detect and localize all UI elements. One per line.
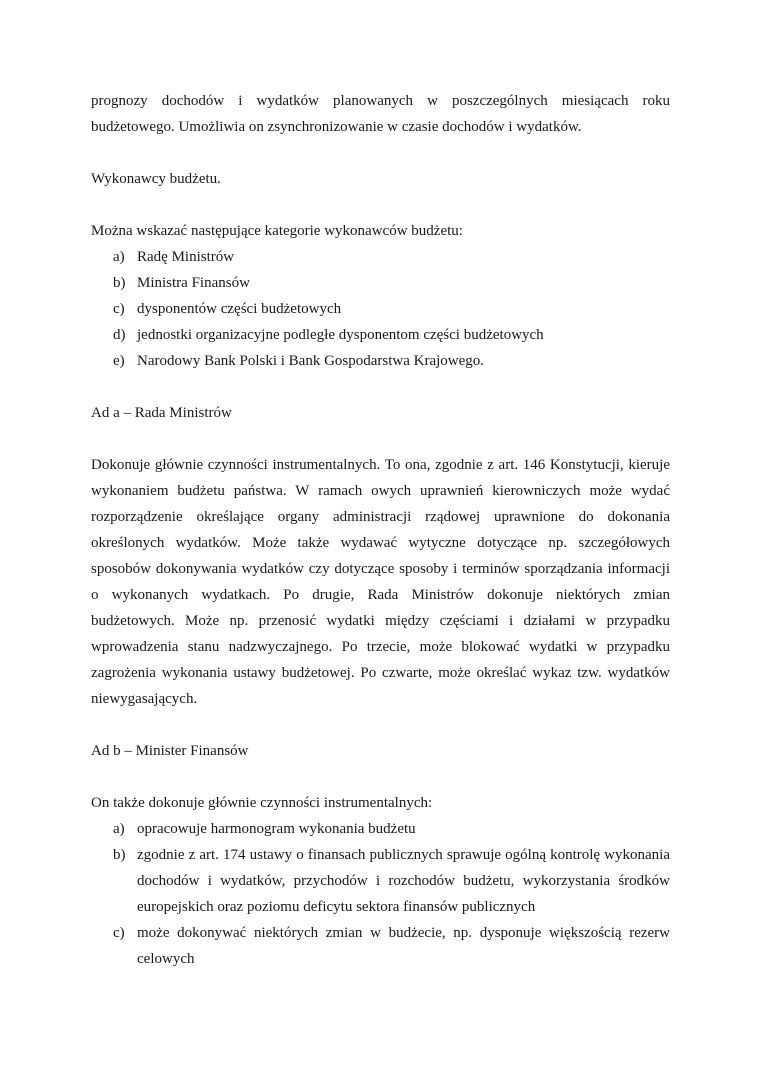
list-marker: a) [113,249,125,265]
list-item-text: zgodnie z art. 174 ustawy o finansach publicznych sprawuje ogólną kontrolę wykonania dochodów i wydatków, przychodów i rozchodów budżetu, wykorzystania środków europejskich oraz poziomu deficytu sektora finansów publicznych [137,847,670,915]
list-item-text: Radę Ministrów [137,249,235,265]
list-item-text: może dokonywać niektórych zmian w budżecie, np. dysponuje większością rezerw celowych [137,925,670,967]
list-item [91,270,670,296]
list-marker: c) [113,301,125,317]
list-item [91,920,670,972]
list-item-text: Ministra Finansów [137,275,250,291]
section-heading: Wykonawcy budżetu. [91,171,221,187]
list-item-text: dysponentów części budżetowych [137,301,342,317]
categories-intro: Można wskazać następujące kategorie wykonawców budżetu: [91,223,463,239]
document-page [91,88,670,972]
list-marker: a) [113,821,125,837]
list-item [91,322,670,348]
list-item [91,244,670,270]
ad-b-list [91,816,670,972]
list-marker: b) [113,275,126,291]
list-item [91,842,670,920]
list-marker: d) [113,327,126,343]
ad-a-heading: Ad a – Rada Ministrów [91,405,232,421]
list-item-text: Narodowy Bank Polski i Bank Gospodarstwa Krajowego. [137,353,485,369]
list-marker: c) [113,925,125,941]
list-marker: b) [113,847,126,863]
list-item-text: jednostki organizacyjne podległe dysponentom części budżetowych [137,327,544,343]
list-item [91,296,670,322]
ad-b-heading: Ad b – Minister Finansów [91,743,249,759]
ad-b-intro: On także dokonuje głównie czynności instrumentalnych: [91,795,433,811]
list-item-text: opracowuje harmonogram wykonania budżetu [137,821,416,837]
categories-list [91,244,670,374]
list-item [91,816,670,842]
list-marker: e) [113,353,125,369]
list-item [91,348,670,374]
ad-a-paragraph: Dokonuje głównie czynności instrumentalnych. To ona, zgodnie z art. 146 Konstytucji, kieruje wykonaniem budżetu państwa. W ramach owych uprawnień kierowniczych może wydać rozporządzenie określające organy administracji rządowej uprawnione do dokonania określonych wydatków. Może także wydawać wytyczne dotyczące np. szczegółowych sposobów dokonywania wydatków czy dotyczące sposoby i terminów sporządzania informacji o wykonanych wydatkach. Po drugie, Rada Ministrów dokonuje niektórych zmian budżetowych. Może np. przenosić wydatki między częściami i działami w przypadku wprowadzenia stanu nadzwyczajnego. Po trzecie, może blokować wydatki w przypadku zagrożenia wykonania ustawy budżetowej. Po czwarte, może określać wykaz tzw. wydatków niewygasających. [91,457,670,707]
intro-paragraph: prognozy dochodów i wydatków planowanych w poszczególnych miesiącach roku budżetowego. Umożliwia on zsynchronizowanie w czasie dochodów i wydatków. [91,93,670,135]
